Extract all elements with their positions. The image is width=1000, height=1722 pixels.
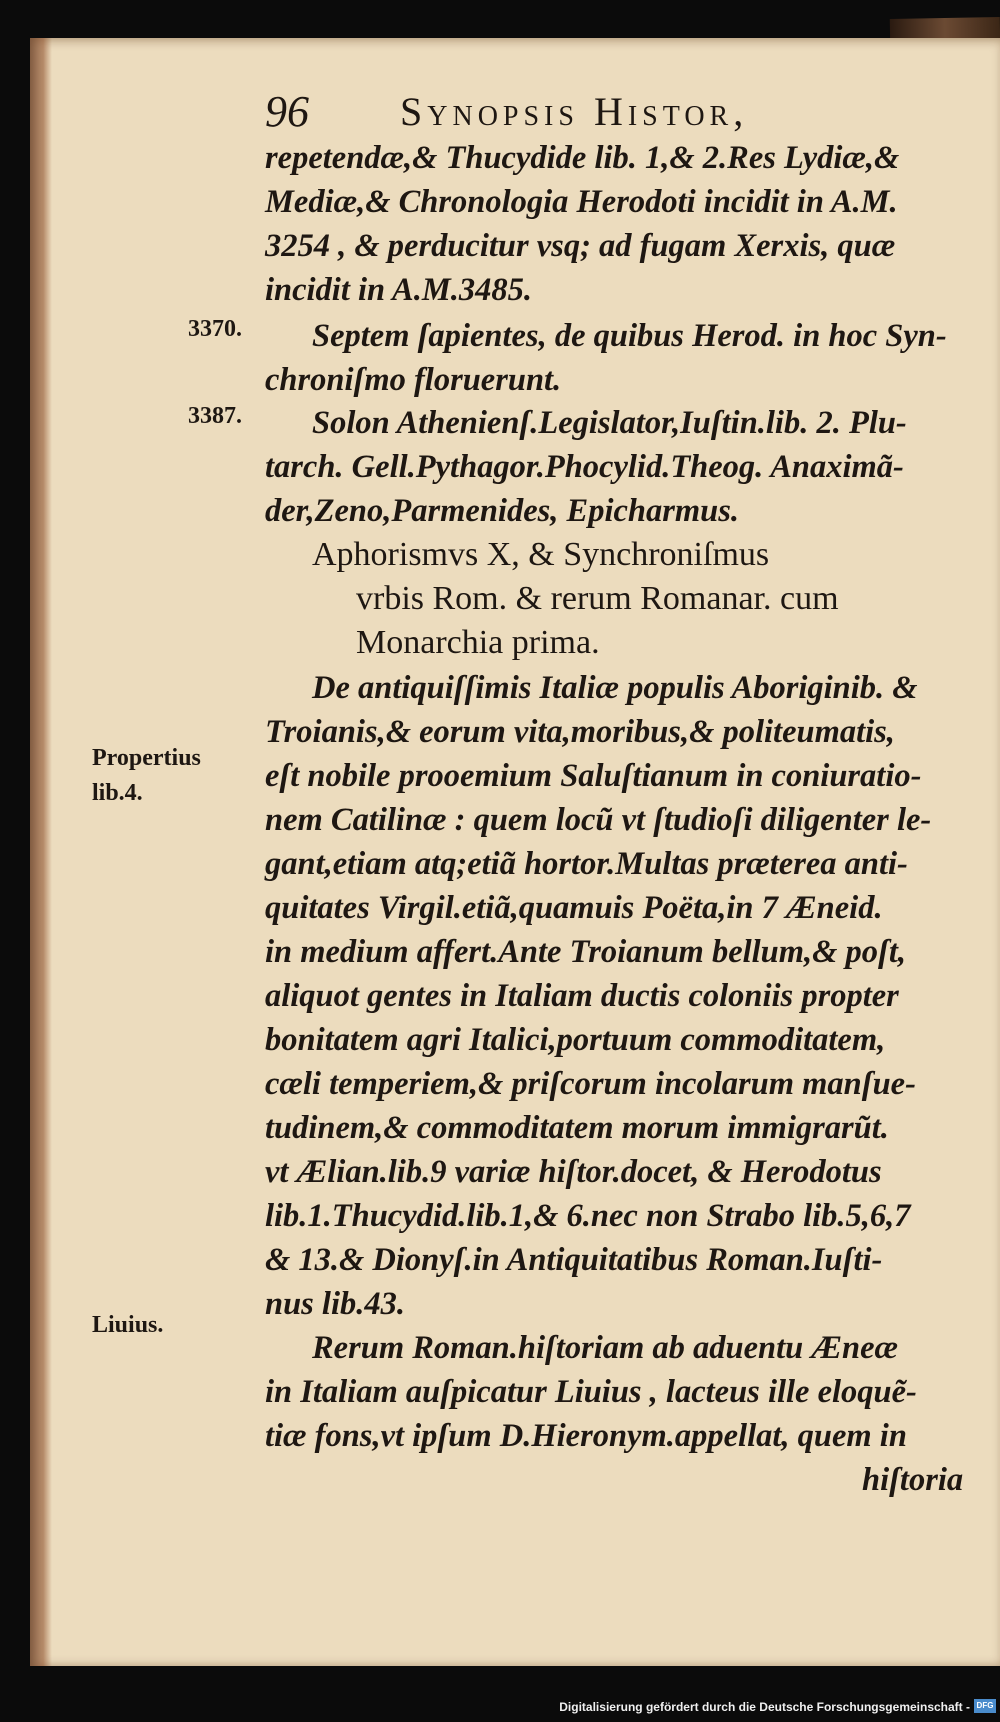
aphorism-heading: Aphorismvs X, & Synchroniſmus: [312, 536, 770, 573]
margin-note-source: Liuius.: [92, 1312, 164, 1338]
text-line: in medium affert.Ante Troianum bellum,& poſt,: [265, 934, 907, 970]
text-line: quitates Virgil.etiã,quamuis Poëta,in 7 Æneid.: [265, 890, 883, 926]
text-line: chroniſmo floruerunt.: [265, 362, 562, 398]
text-line: De antiquiſſimis Italiæ populis Aboriginib. &: [312, 670, 918, 706]
running-title: Synopsis Histor,: [400, 89, 749, 134]
dfg-logo-icon: DFG: [974, 1699, 996, 1713]
page-number: 96: [265, 87, 309, 136]
text-line: eſt nobile prooemium Saluſtianum in coniuratio-: [265, 758, 922, 794]
aphorism-heading: Monarchia prima.: [356, 624, 600, 661]
text-line: Solon Athenienſ.Legislator,Iuſtin.lib. 2. Plu-: [312, 405, 907, 441]
margin-note-year: 3370.: [188, 316, 242, 342]
text-line: vt Ælian.lib.9 variæ hiſtor.docet, & Herodotus: [265, 1154, 882, 1190]
text-line: repetendæ,& Thucydide lib. 1,& 2.Res Lydiæ,&: [265, 140, 900, 176]
text-line: aliquot gentes in Italiam ductis coloniis propter: [265, 978, 899, 1014]
text-line: tiæ fons,vt ipſum D.Hieronym.appellat, quem in: [265, 1418, 907, 1454]
text-line: in Italiam auſpicatur Liuius , lacteus ille eloquẽ-: [265, 1374, 917, 1410]
text-line: nus lib.43.: [265, 1286, 405, 1322]
aphorism-heading: vrbis Rom. & rerum Romanar. cum: [356, 580, 839, 617]
text-line: gant,etiam atq;etiã hortor.Multas præterea anti-: [265, 846, 908, 882]
text-line: lib.1.Thucydid.lib.1,& 6.nec non Strabo lib.5,6,7: [265, 1198, 911, 1234]
text-line: tudinem,& commoditatem morum immigrarũt.: [265, 1110, 889, 1146]
text-line: 3254 , & perducitur vsq; ad fugam Xerxis, quæ: [265, 228, 896, 264]
text-line: Troianis,& eorum vita,moribus,& politeumatis,: [265, 714, 895, 750]
text-line: incidit in A.M.3485.: [265, 272, 532, 308]
text-line: Septem ſapientes, de quibus Herod. in hoc Syn-: [312, 318, 947, 354]
text-line: tarch. Gell.Pythagor.Phocylid.Theog. Anaximã-: [265, 449, 904, 485]
text-line: Mediæ,& Chronologia Herodoti incidit in A.M.: [265, 184, 898, 220]
text-line: bonitatem agri Italici,portuum commoditatem,: [265, 1022, 886, 1058]
margin-note-source: Propertius: [92, 745, 201, 771]
text-line: cæli temperiem,& priſcorum incolarum manſue-: [265, 1066, 916, 1102]
text-line: der,Zeno,Parmenides, Epicharmus.: [265, 493, 739, 529]
margin-note-source: lib.4.: [92, 780, 143, 806]
text-line: nem Catilinæ : quem locũ vt ſtudioſi diligenter le-: [265, 802, 932, 838]
text-line: & 13.& Dionyſ.in Antiquitatibus Roman.Iuſti-: [265, 1242, 883, 1278]
page-spine-shadow: [30, 38, 52, 1666]
text-line: Rerum Roman.hiſtoriam ab aduentu Æneæ: [312, 1330, 898, 1366]
viewer-footer: [0, 1692, 1000, 1722]
catchword: hiſtoria: [862, 1462, 964, 1498]
margin-note-year: 3387.: [188, 403, 242, 429]
funding-notice: Digitalisierung gefördert durch die Deutsche Forschungsgemeinschaft -: [559, 1700, 970, 1714]
